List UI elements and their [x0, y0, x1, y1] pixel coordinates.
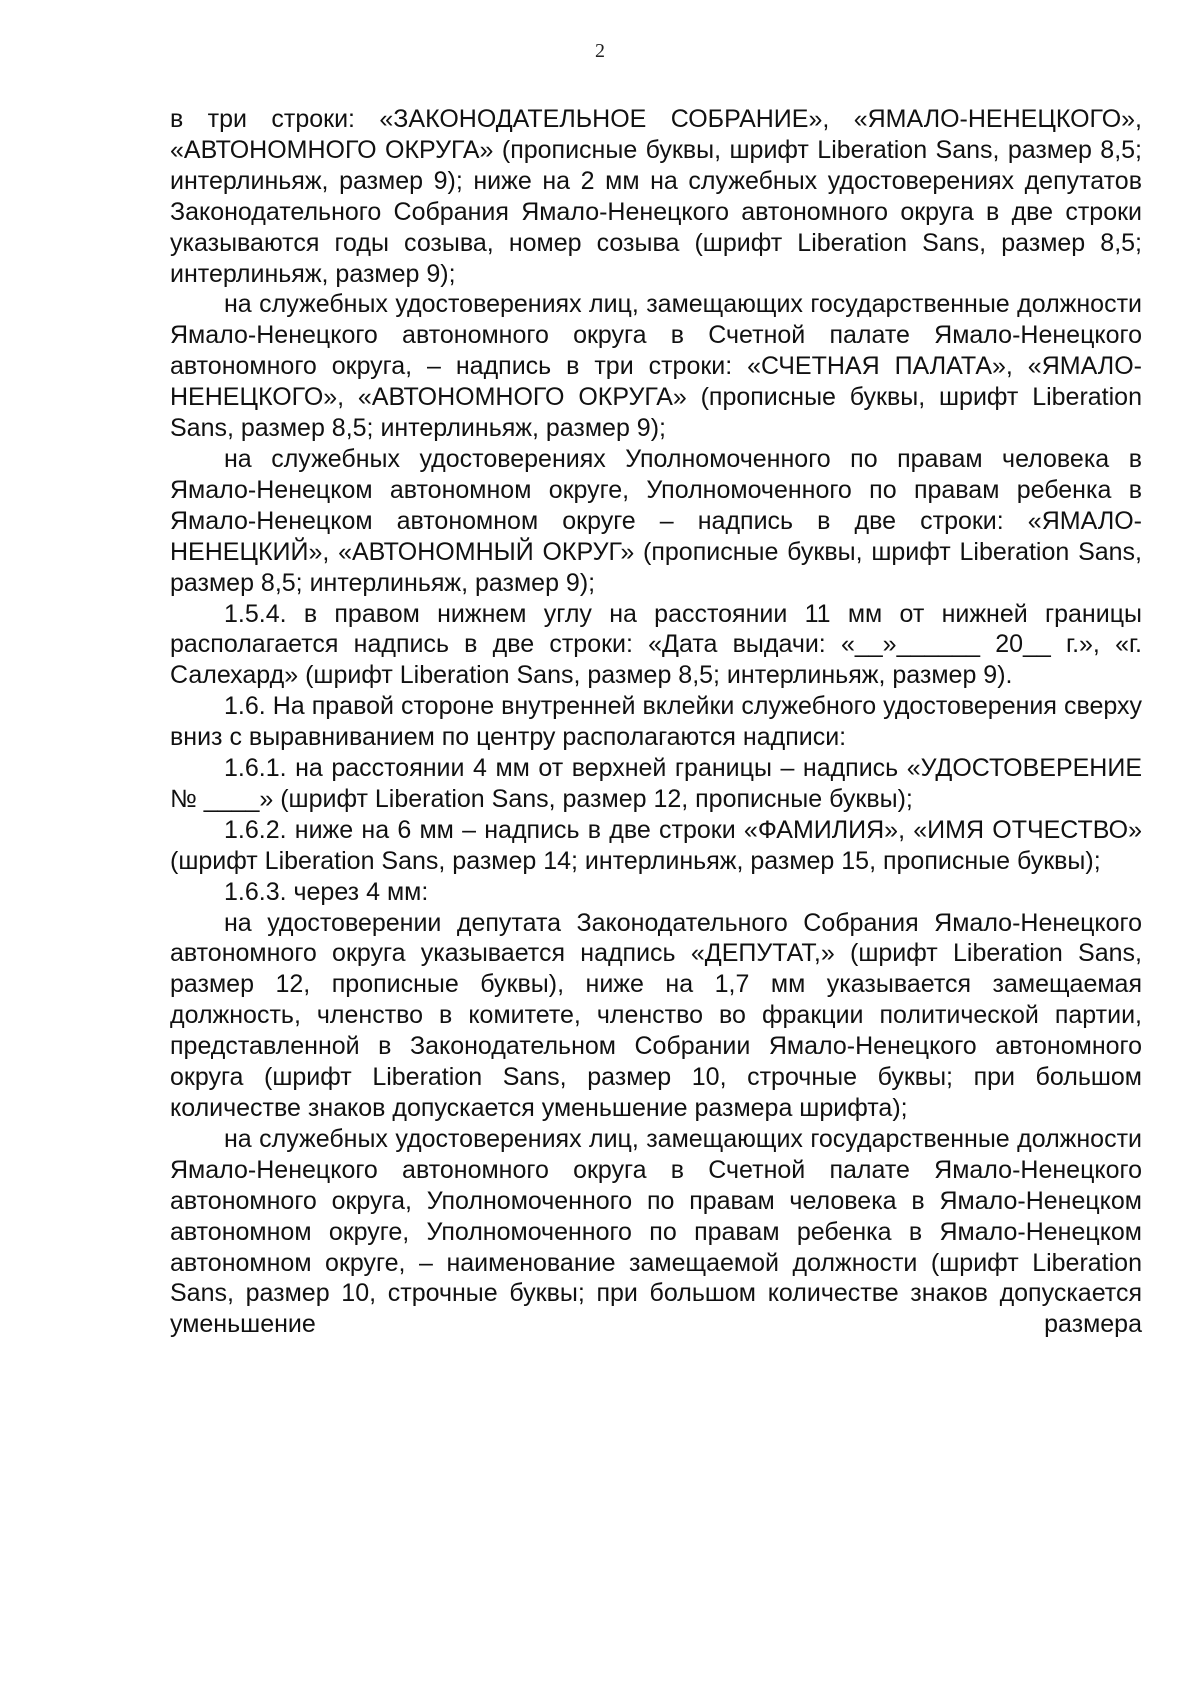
paragraph-ombudsman: на служебных удостоверениях Уполномоченного по правам человека в Ямало-Ненецком автономном округе, Уполномоченного по правам ребенка в Ямало-Ненецком автономном округе – надпись в две строки: «ЯМАЛО-НЕНЕЦКИЙ», «АВТОНОМНЫЙ ОКРУГ» (прописные буквы, шрифт Liberation Sans, размер 8,5; интерлиньяж, размер 9); — [170, 444, 1142, 597]
document-body — [170, 104, 1142, 1340]
page-number: 2 — [595, 40, 605, 62]
paragraph-1-6: 1.6. На правой стороне внутренней вклейки служебного удостоверения сверху вниз с выравниванием по центру располагаются надписи: — [170, 692, 1142, 752]
paragraph-1-6-2: 1.6.2. ниже на 6 мм – надпись в две строки «ФАМИЛИЯ», «ИМЯ ОТЧЕСТВО» (шрифт Liberation Sans, размер 14; интерлиньяж, размер 15, прописные буквы); — [170, 815, 1142, 875]
paragraph-1-6-1: 1.6.1. на расстоянии 4 мм от верхней границы – надпись «УДОСТОВЕРЕНИЕ № ____» (шрифт Liberation Sans, размер 12, прописные буквы); — [170, 754, 1142, 813]
paragraph-accounts-chamber: на служебных удостоверениях лиц, замещающих государственные должности Ямало-Ненецкого автономного округа в Счетной палате Ямало-Ненецкого автономного округа, – надпись в три строки: «СЧЕТНАЯ ПАЛАТА», «ЯМАЛО-НЕНЕЦКОГО», «АВТОНОМНОГО ОКРУГА» (прописные буквы, шрифт Liberation Sans, размер 8,5; интерлиньяж, размер 9); — [170, 290, 1142, 443]
paragraph-continuation: в три строки: «ЗАКОНОДАТЕЛЬНОЕ СОБРАНИЕ», «ЯМАЛО-НЕНЕЦКОГО», «АВТОНОМНОГО ОКРУГА» (прописные буквы, шрифт Liberation Sans, размер 8,5; интерлиньяж, размер 9); ниже на 2 мм на служебных удостоверениях депутатов Законодательного Собрания Ямало-Ненецкого автономного округа в две строки указываются годы созыва, номер созыва (шрифт Liberation Sans, размер 8,5; интерлиньяж, размер 9); — [170, 105, 1142, 288]
paragraph-deputy: на удостоверении депутата Законодательного Собрания Ямало-Ненецкого автономного округа указывается надпись «ДЕПУТАТ,» (шрифт Liberation Sans, размер 12, прописные буквы), ниже на 1,7 мм указывается замещаемая должность, членство в комитете, членство во фракции политической партии, представленной в Законодательном Собрании Ямало-Ненецкого автономного округа (шрифт Liberation Sans, размер 10, строчные буквы; при большом количестве знаков допускается уменьшение размера шрифта); — [170, 908, 1142, 1122]
paragraph-officials: на служебных удостоверениях лиц, замещающих государственные должности Ямало-Ненецкого автономного округа в Счетной палате Ямало-Ненецкого автономного округа, Уполномоченного по правам человека в Ямало-Ненецком автономном округе, Уполномоченного по правам ребенка в Ямало-Ненецком автономном округе, – наименование замещаемой должности (шрифт Liberation Sans, размер 10, строчные буквы; при большом количестве знаков допускается уменьшение размера — [170, 1124, 1142, 1339]
paragraph-1-5-4: 1.5.4. в правом нижнем углу на расстоянии 11 мм от нижней границы располагается надпись в две строки: «Дата выдачи: «__»______ 20__ г.», «г. Салехард» (шрифт Liberation Sans, размер 8,5; интерлиньяж, размер 9). — [170, 599, 1142, 690]
paragraph-1-6-3: 1.6.3. через 4 мм: — [224, 877, 429, 906]
